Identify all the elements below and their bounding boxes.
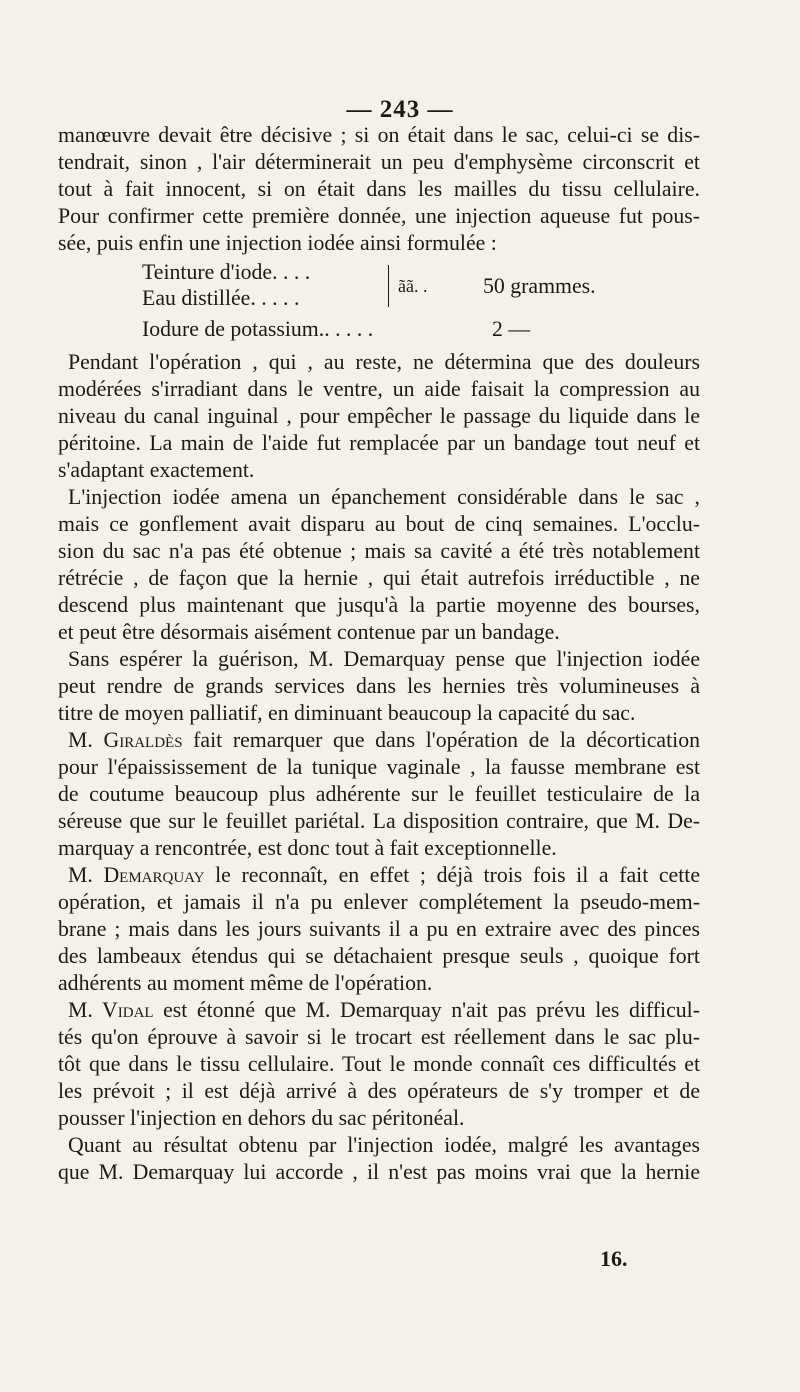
text-line: titre de moyen palliatif, en diminuant beaucoup la capacité du sac. (58, 701, 636, 725)
text-line: péritoine. La main de l'aide fut remplacée par un bandage tout neuf et (58, 431, 700, 455)
text-line: pour l'épaississement de la tunique vaginale , la fausse membrane est (58, 755, 700, 779)
text-line: tout à fait innocent, si on était dans les mailles du tissu cellulaire. (58, 177, 700, 201)
text-line: tôt que dans le tissu cellulaire. Tout le monde connaît ces difficultés et (58, 1052, 700, 1076)
text-line: brane ; mais dans les jours suivants il a pu en extraire avec des pinces (58, 917, 700, 941)
text-line: adhérents au moment même de l'opération. (58, 971, 433, 995)
signature-mark: 16. (600, 1246, 628, 1271)
text-line: séreuse que sur le feuillet pariétal. La disposition contraire, que M. De- (58, 809, 700, 833)
text-line: modérées s'irradiant dans le ventre, un aide faisait la compression au (58, 377, 700, 401)
text-line (58, 862, 700, 889)
body-text (58, 122, 700, 1186)
formula-item-iodide: Iodure de potassium.. . . . . (142, 317, 374, 341)
text-line: des lambeaux étendus qui se détachaient presque seuls , quoique fort (58, 944, 700, 968)
text-line: mais ce gonflement avait disparu au bout de cinq semaines. L'occlu- (58, 512, 700, 536)
text-line: pousser l'injection en dehors du sac péritonéal. (58, 1106, 465, 1130)
text-line: Sans espérer la guérison, M. Demarquay pense que l'injection iodée (68, 647, 700, 671)
text-line: les prévoit ; il est déjà arrivé à des opérateurs de s'y tromper et de (58, 1079, 700, 1103)
text-line: tés qu'on éprouve à savoir si le trocart est réellement dans le sac plu- (58, 1025, 700, 1049)
speaker-name: M. Demarquay (68, 863, 205, 887)
text-line: L'injection iodée amena un épanchement considérable dans le sac , (68, 485, 700, 509)
text-line: Quant au résultat obtenu par l'injection iodée, malgré les avantages (68, 1133, 700, 1157)
formula-ana: ãã. . (398, 276, 428, 296)
text-line: manœuvre devait être décisive ; si on était dans le sac, celui-ci se dis- (58, 123, 700, 147)
text-line: Pour confirmer cette première donnée, une injection aqueuse fut pous- (58, 204, 700, 228)
text-line: et peut être désormais aisément contenue par un bandage. (58, 620, 560, 644)
text-line: que M. Demarquay lui accorde , il n'est pas moins vrai que la hernie (58, 1160, 700, 1184)
text-line: peut rendre de grands services dans les hernies très volumineuses à (58, 674, 700, 698)
text-fragment: fait remarquer que dans l'opération de la décortication (182, 728, 700, 752)
iodine-formula (58, 259, 700, 347)
text-line: opération, et jamais il n'a pu enlever complétement la pseudo-mem- (58, 890, 700, 914)
formula-item-tincture: Teinture d'iode. . . . (142, 260, 311, 284)
speaker-name: M. Vidal (68, 998, 154, 1022)
text-line: tendrait, sinon , l'air déterminerait un peu d'emphysème circonscrit et (58, 150, 700, 174)
text-line: rétrécie , de façon que la hernie , qui était autrefois irréductible , ne (58, 566, 700, 590)
formula-brace (388, 265, 389, 307)
text-line: niveau du canal inguinal , pour empêcher le passage du liquide dans le (58, 404, 700, 428)
page-number: — 243 — (346, 96, 454, 123)
formula-item-water: Eau distillée. . . . . (142, 286, 300, 310)
text-line: Pendant l'opération , qui , au reste, ne détermina que des douleurs (68, 350, 700, 374)
text-fragment: est étonné que M. Demarquay n'ait pas prévu les difficul- (153, 998, 700, 1022)
text-line: sion du sac n'a pas été obtenue ; mais sa cavité a été très notablement (58, 539, 700, 563)
text-line: s'adaptant exactement. (58, 458, 255, 482)
text-line: marquay a rencontrée, est donc tout à fait exceptionnelle. (58, 836, 557, 860)
text-line (58, 997, 700, 1024)
formula-quantity-1: 50 grammes. (483, 274, 596, 298)
text-line: de coutume beaucoup plus adhérente sur le feuillet testiculaire de la (58, 782, 700, 806)
text-line: sée, puis enfin une injection iodée ainsi formulée : (58, 231, 497, 255)
text-fragment: le reconnaît, en effet ; déjà trois fois il a fait cette (204, 863, 700, 887)
text-line (58, 727, 700, 754)
speaker-name: M. Giraldès (68, 728, 183, 752)
text-line: descend plus maintenant que jusqu'à la partie moyenne des bourses, (58, 593, 700, 617)
formula-quantity-2: 2 — (492, 317, 531, 341)
